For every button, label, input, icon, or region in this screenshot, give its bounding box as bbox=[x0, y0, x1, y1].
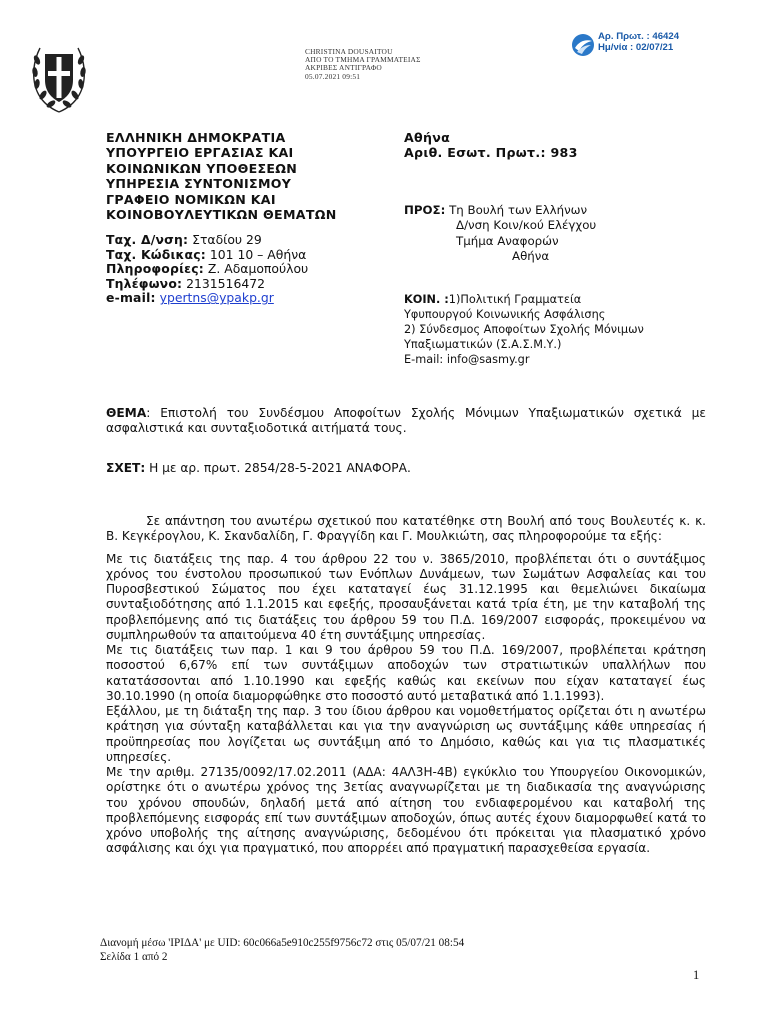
page-of: Σελίδα 1 από 2 bbox=[100, 950, 168, 963]
cc-line: Υφυπουργού Κοινωνικής Ασφάλισης bbox=[404, 308, 606, 321]
to-line: Δ/νση Κοιν/κού Ελέγχου bbox=[456, 218, 597, 233]
subject-text: : Επιστολή του Συνδέσμου Αποφοίτων Σχολής Μόνιμων Υπαξιωματικών σχετικά με ασφαλιστικά και συνταξιοδοτικά αιτήματά τους. bbox=[106, 406, 706, 436]
stamp-line: CHRISTINA DOUSAITOU bbox=[305, 47, 393, 56]
copy-stamp bbox=[305, 48, 421, 81]
to-line: Τη Βουλή των Ελλήνων bbox=[449, 203, 588, 217]
place: Αθήνα bbox=[404, 130, 451, 145]
email-label: e-mail: bbox=[106, 290, 156, 306]
address-value: Σταδίου 29 bbox=[192, 232, 262, 247]
document-ref bbox=[404, 130, 578, 161]
body-paragraph: Με τις διατάξεις της παρ. 4 του άρθρου 22 του ν. 3865/2010, προβλέπεται ότι ο συντάξιμος χρόνος του ένστολου προσωπικού των Ενόπλων Δυνάμεων, των Σωμάτων Ασφαλείας και του Πυροσβεστικού Σώματος που έχει καταταγεί έως 31.12.1995 και θεμελιώνει δικαίωμα συνταξιοδότησης από 1.1.2015 και εφεξής, προσαυξάνεται κατά τρία έτη, με την καταβολή της προβλεπόμενης από τις διατάξεις του άρθρου 59 του Π.Δ. 169/2007 εισφοράς, προκειμένου να συμπληρωθούν τα απαιτούμενα 40 έτη συντάξιμης υπηρεσίας. bbox=[106, 551, 706, 642]
sender-line: ΚΟΙΝΟΒΟΥΛΕΥΤΙΚΩΝ ΘΕΜΑΤΩΝ bbox=[106, 207, 337, 223]
cc-line: 1)Πολιτική Γραμματεία bbox=[448, 293, 582, 306]
email-link[interactable]: ypertns@ypakp.gr bbox=[159, 290, 274, 306]
page-number: 1 bbox=[693, 968, 700, 982]
sender-line: ΕΛΛΗΝΙΚΗ ΔΗΜΟΚΡΑΤΙΑ bbox=[106, 130, 286, 145]
body-paragraph: Εξάλλου, με τη διάταξη της παρ. 3 του ίδιου άρθρου και νομοθετήματος ορίζεται ότι η ανωτέρω κράτηση για σύνταξη καταβάλλεται και για την αναγνώριση ως συντάξιμης κάθε υπηρεσίας ή προϋπηρεσίας που λογίζεται ως συντάξιμη από το Δημόσιο, καθώς και για τις πλασματικές υπηρεσίες. bbox=[106, 704, 706, 764]
to-line: Τμήμα Αναφορών bbox=[456, 233, 559, 248]
subject-label: ΘΕΜΑ bbox=[106, 406, 147, 420]
to-label: ΠΡΟΣ: bbox=[404, 203, 446, 217]
phone-value: 2131516472 bbox=[186, 275, 265, 291]
footer bbox=[100, 937, 464, 964]
sender-contact bbox=[106, 233, 308, 306]
internal-protocol: Αριθ. Εσωτ. Πρωτ.: 983 bbox=[404, 145, 578, 161]
cc-block bbox=[404, 292, 644, 367]
distribution-note: Διανομή μέσω 'ΙΡΙΔΑ' με UID: 60c066a5e910c255f9756c72 στις 05/07/21 08:54 bbox=[100, 937, 465, 949]
letter-body bbox=[106, 514, 706, 857]
cc-line: 2) Σύνδεσμος Αποφοίτων Σχολής Μόνιμων bbox=[404, 323, 644, 336]
recipient-block bbox=[404, 203, 596, 265]
protocol-logo-icon bbox=[571, 33, 595, 57]
cc-line: Υπαξιωματικών (Σ.Α.Σ.Μ.Υ.) bbox=[404, 338, 562, 351]
related-text: Η με αρ. πρωτ. 2854/28-5-2021 ΑΝΑΦΟΡΑ. bbox=[145, 461, 411, 475]
sender-line: ΥΠΟΥΡΓΕΙΟ ΕΡΓΑΣΙΑΣ ΚΑΙ bbox=[106, 145, 294, 161]
to-line: Αθήνα bbox=[512, 249, 550, 264]
stamp-line: 05.07.2021 09:51 bbox=[305, 71, 361, 81]
sender-line: ΚΟΙΝΩΝΙΚΩΝ ΥΠΟΘΕΣΕΩΝ bbox=[106, 160, 298, 176]
phone-label: Τηλέφωνο: bbox=[106, 275, 183, 291]
protocol-date: Ημ/νία : 02/07/21 bbox=[598, 41, 674, 53]
related-ref bbox=[106, 461, 411, 475]
stamp-line: ΑΠΟ ΤΟ ΤΜΗΜΑ ΓΡΑΜΜΑΤΕΙΑΣ bbox=[305, 55, 421, 65]
cc-label: ΚΟΙΝ. : bbox=[404, 293, 449, 306]
sender-line: ΓΡΑΦΕΙΟ ΝΟΜΙΚΩΝ ΚΑΙ bbox=[106, 191, 276, 207]
body-paragraph: Σε απάντηση του ανωτέρω σχετικού που κατατέθηκε στη Βουλή από τους Βουλευτές κ. κ. Β. Κεγκέρογλου, Κ. Σκανδαλίδη, Γ. Φραγγίδη και Γ. Μουλκιώτη, σας πληροφορούμε τα εξής: bbox=[106, 514, 706, 544]
cc-line: E-mail: info@sasmy.gr bbox=[404, 353, 530, 366]
body-paragraph: Με την αριθμ. 27135/0092/17.02.2011 (ΑΔΑ: 4ΑΛ3Η-4Β) εγκύκλιο του Υπουργείου Οικονομικών, ορίστηκε ότι ο ανωτέρω χρόνος της 3ετίας αναγνωρίζεται με τη διαδικασία της αναγνώρισης του χρόνου σπουδών, δηλαδή μετά από αίτηση του ενδιαφερομένου και καταβολή της προβλεπόμενης εισφοράς επί των συντάξιμων αποδοχών, όπως αυτές έχουν διαμορφωθεί κατά το χρόνο υποβολής της αίτησης αναγνώρισης, δεδομένου ότι πρόκειται για πλασματικό χρόνο ασφάλισης και όχι για πραγματικό, που απορρέει από πραγματική παρασχεθείσα εργασία. bbox=[106, 765, 706, 856]
postcode-label: Ταχ. Κώδικας: bbox=[106, 246, 206, 262]
stamp-line: ΑΚΡΙΒΕΣ ΑΝΤΙΓΡΑΦΟ bbox=[305, 63, 382, 73]
protocol-box bbox=[598, 32, 679, 53]
info-value: Ζ. Αδαμοπούλου bbox=[207, 261, 309, 277]
postcode-value: 101 10 – Αθήνα bbox=[209, 246, 307, 262]
related-label: ΣΧΕΤ: bbox=[106, 461, 146, 475]
greek-coat-of-arms-icon bbox=[28, 42, 90, 116]
protocol-number: Αρ. Πρωτ. : 46424 bbox=[598, 31, 680, 42]
subject bbox=[106, 406, 706, 437]
info-label: Πληροφορίες: bbox=[106, 261, 204, 277]
sender-line: ΥΠΗΡΕΣΙΑ ΣΥΝΤΟΝΙΣΜΟΥ bbox=[106, 176, 292, 192]
sender-header bbox=[106, 130, 337, 222]
body-paragraph: Με τις διατάξεις των παρ. 1 και 9 του άρθρου 59 του Π.Δ. 169/2007, προβλέπεται κράτηση ποσοστού 6,67% επί των συντάξιμων αποδοχών των στρατιωτικών υπαλλήλων που κατατάσσονται από 1.10.1990 και εφεξής καθώς και εκείνων που είχαν καταταγεί έως 30.10.1990 (η οποία διαμορφώθηκε στο ποσοστό αυτό μεταβατικά από 1.1.1993). bbox=[106, 643, 706, 703]
address-label: Ταχ. Δ/νση: bbox=[106, 232, 189, 247]
